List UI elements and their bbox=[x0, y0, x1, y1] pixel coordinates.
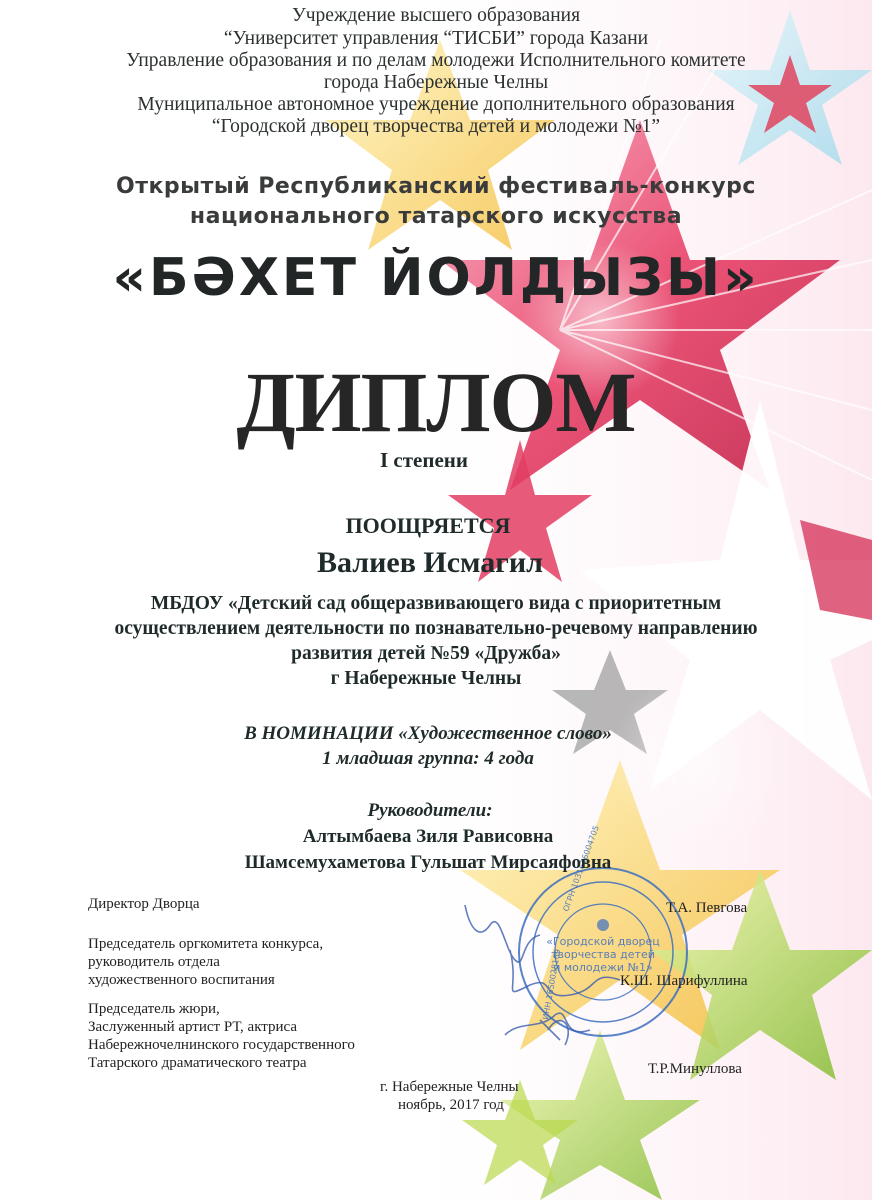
diploma-title: ДИПЛОМ bbox=[236, 354, 636, 450]
org-line-3: Управление образования и по делам молодежи Исполнительного комитете bbox=[126, 50, 746, 71]
age-group: 1 младшая группа: 4 года bbox=[322, 748, 534, 769]
chair-name: К.Ш. Шарифуллина bbox=[620, 973, 748, 989]
chair-role: Председатель оргкомитета конкурса, руководитель отдела художественного воспитания bbox=[88, 936, 324, 988]
festival-name: «БӘХЕТ ЙОЛДЫЗЫ» bbox=[112, 248, 760, 308]
svg-text:и молодежи №1»: и молодежи №1» bbox=[553, 961, 653, 974]
footer-date: ноябрь, 2017 год bbox=[398, 1097, 504, 1113]
director-role: Директор Дворца bbox=[88, 896, 200, 912]
footer-city: г. Набережные Челны bbox=[380, 1079, 519, 1095]
diploma-degree: I степени bbox=[380, 448, 468, 472]
institution-line-1: МБДОУ «Детский сад общеразвивающего вида с приоритетным bbox=[150, 593, 722, 614]
festival-line-1: Открытый Республиканский фестиваль-конкурс bbox=[116, 174, 756, 199]
org-line-5: Муниципальное автономное учреждение дополнительного образования bbox=[137, 94, 735, 115]
encouraged-label: ПООЩРЯЕТСЯ bbox=[345, 513, 511, 538]
org-line-4: города Набережные Челны bbox=[323, 72, 549, 93]
leader-2: Шамсемухаметова Гульшат Мирсаяфовна bbox=[244, 852, 612, 873]
institution-line-2: осуществлением деятельности по познавательно-речевому направлению bbox=[114, 618, 758, 639]
svg-text:ИНН 1650028169: ИНН 1650028169 bbox=[541, 948, 563, 1021]
org-line-2: “Университет управления “ТИСБИ” города Казани bbox=[223, 28, 649, 49]
org-line-6: “Городской дворец творчества детей и молодежи №1” bbox=[211, 116, 661, 137]
jury-name: Т.Р.Минуллова bbox=[648, 1061, 742, 1077]
director-name: Т.А. Певгова bbox=[666, 900, 748, 916]
svg-text:«Городской дворец: «Городской дворец bbox=[546, 935, 660, 948]
leader-1: Алтымбаева Зиля Рависовна bbox=[302, 826, 554, 847]
nomination: В НОМИНАЦИИ «Художественное слово» bbox=[244, 723, 612, 744]
institution-line-3: развития детей №59 «Дружба» bbox=[291, 643, 561, 664]
leaders-label: Руководители: bbox=[367, 800, 493, 821]
festival-line-2: национального татарского искусства bbox=[189, 204, 683, 229]
recipient-name: Валиев Исмагил bbox=[316, 546, 544, 579]
svg-text:творчества детей: творчества детей bbox=[551, 948, 655, 961]
institution-line-4: г Набережные Челны bbox=[330, 668, 522, 689]
jury-role: Председатель жюри, Заслуженный артист РТ, актриса Набережночелнинского государственного Татарского драматического театра bbox=[88, 1001, 355, 1071]
org-line-1: Учреждение высшего образования bbox=[291, 5, 581, 26]
svg-text:ОГРН 1031616004705: ОГРН 1031616004705 bbox=[561, 824, 601, 913]
